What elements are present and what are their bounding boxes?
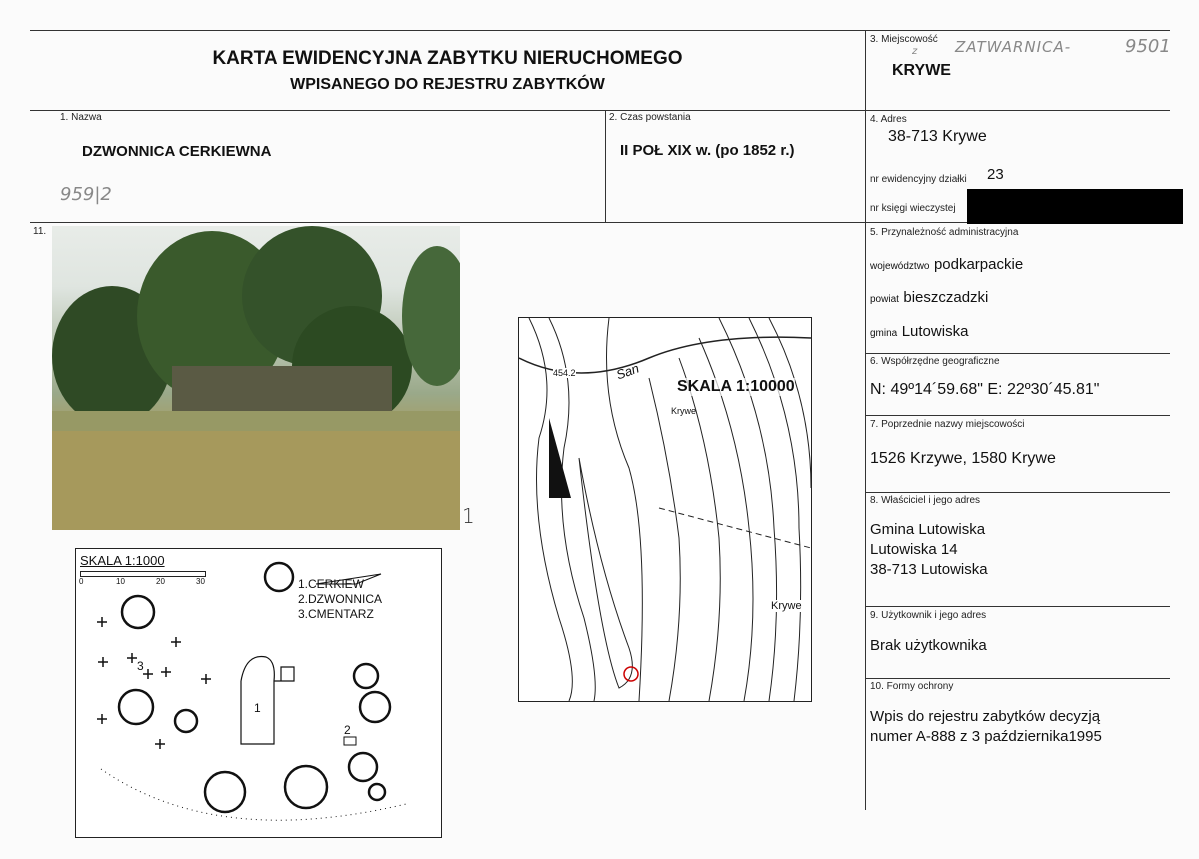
map-scale: SKALA 1:10000 — [677, 378, 795, 395]
photo-number: 1 — [462, 504, 475, 528]
illustrations-label: 11. — [33, 226, 47, 237]
admin-label: 5. Przynależność administracyjna — [870, 227, 1019, 238]
cemetery-label: 3 — [137, 659, 144, 673]
voivodeship-row — [870, 256, 1023, 274]
handwritten-register-number: 9501 — [1125, 36, 1171, 57]
county-row — [870, 289, 988, 307]
handwritten-note: ZATWARNICA- — [955, 38, 1072, 56]
protection-label: 10. Formy ochrony — [870, 681, 954, 692]
row-divider — [865, 606, 1170, 607]
protection-line: Wpis do rejestru zabytków decyzją — [870, 708, 1101, 725]
row-divider — [865, 678, 1170, 679]
previous-names-value: 1526 Krzywe, 1580 Krywe — [870, 450, 1056, 467]
user-label: 9. Użytkownik i jego adres — [870, 610, 987, 621]
owner-line: Gmina Lutowiska — [870, 521, 986, 538]
row-divider — [30, 110, 1170, 111]
commune-row — [870, 323, 968, 341]
column-divider — [605, 110, 606, 222]
legend-item: 1.CERKIEW — [298, 577, 365, 591]
owner-line: 38-713 Lutowiska — [870, 561, 988, 578]
commune-label: gmina — [870, 328, 898, 339]
top-border — [30, 30, 1170, 31]
document-subtitle: WPISANEGO DO REJESTRU ZABYTKÓW — [290, 76, 605, 93]
county-value: bieszczadzki — [903, 289, 989, 306]
legend-item: 2.DZWONNICA — [298, 592, 382, 606]
handwritten-number: 959|2 — [60, 184, 112, 205]
voivodeship-label: województwo — [870, 261, 930, 272]
address-label: 4. Adres — [870, 114, 907, 125]
scale-tick: 30 — [196, 577, 205, 586]
photo-belfry — [52, 226, 460, 530]
scale-tick: 10 — [116, 577, 125, 586]
sketch-scale: SKALA 1:1000 — [80, 553, 165, 568]
owner-address — [870, 520, 988, 580]
map-river-label: San — [614, 360, 642, 383]
locality-label: 3. Miejscowość — [870, 34, 938, 45]
date-label: 2. Czas powstania — [609, 112, 691, 123]
row-divider — [865, 492, 1170, 493]
name-label: 1. Nazwa — [60, 112, 102, 123]
previous-names-label: 7. Poprzednie nazwy miejscowości — [870, 419, 1025, 430]
redaction-box — [967, 189, 1183, 224]
owner-line: Lutowiska 14 — [870, 541, 958, 558]
building-1-label: 1 — [254, 701, 261, 715]
date-value: II POŁ XIX w. (po 1852 r.) — [620, 142, 795, 159]
photo-image — [52, 226, 460, 530]
land-register-label: nr księgi wieczystej — [870, 203, 956, 214]
site-sketch — [75, 548, 442, 838]
name-value: DZWONNICA CERKIEWNA — [82, 143, 272, 160]
map-village-label: Krywe — [671, 406, 697, 416]
protection-value — [870, 707, 1102, 747]
coordinates-value: N: 49º14´59.68" E: 22º30´45.81" — [870, 381, 1100, 398]
map-village-label: Krywe — [771, 600, 802, 612]
sketch-drawing — [76, 549, 441, 837]
plot-label: nr ewidencyjny działki — [870, 174, 967, 185]
document-title: KARTA EWIDENCYJNA ZABYTKU NIERUCHOMEGO — [212, 48, 683, 69]
protection-line: numer A-888 z 3 października1995 — [870, 728, 1102, 745]
building-2-label: 2 — [344, 723, 351, 737]
voivodeship-value: podkarpackie — [933, 256, 1024, 273]
user-value: Brak użytkownika — [870, 637, 987, 654]
plot-value: 23 — [987, 166, 1004, 183]
scale-tick: 20 — [156, 577, 165, 586]
row-divider — [865, 415, 1170, 416]
legend-item: 3.CMENTARZ — [298, 607, 374, 621]
map-elevation: 454.2 — [553, 368, 576, 378]
address-value: 38-713 Krywe — [888, 128, 987, 145]
county-label: powiat — [870, 294, 899, 305]
owner-label: 8. Właściciel i jego adres — [870, 495, 981, 506]
topographic-map — [518, 317, 812, 702]
commune-value: Lutowiska — [901, 323, 969, 340]
handwritten-prefix: z — [912, 46, 918, 57]
scale-tick: 0 — [79, 577, 84, 586]
row-divider — [865, 353, 1170, 354]
column-divider — [865, 30, 866, 810]
locality-value: KRYWE — [892, 62, 951, 79]
coordinates-label: 6. Współrzędne geograficzne — [870, 356, 1000, 367]
